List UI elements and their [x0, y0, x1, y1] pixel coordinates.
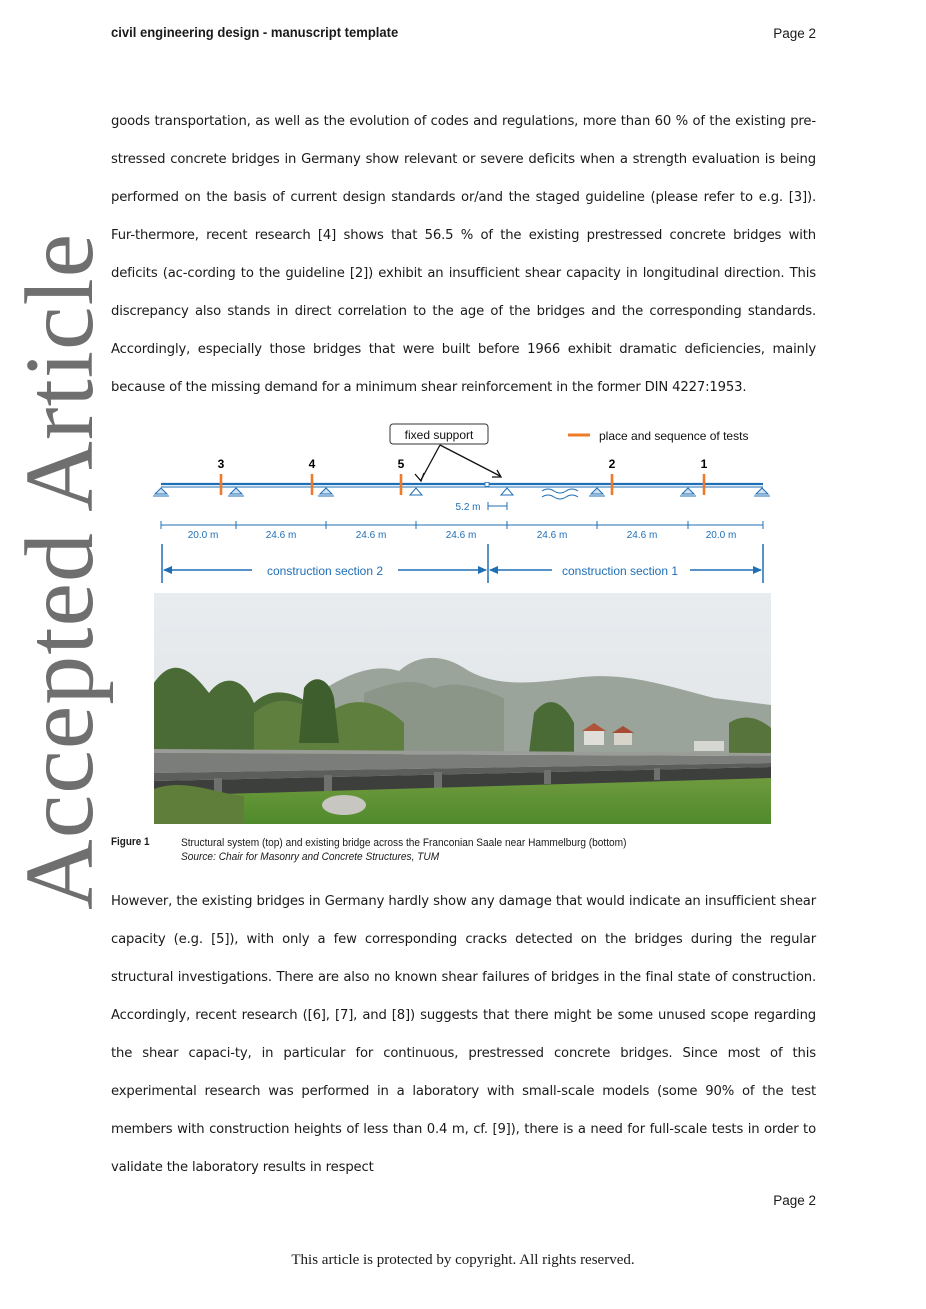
test-number-4: 4	[308, 457, 316, 471]
running-head: civil engineering design - manuscript template	[111, 24, 399, 40]
accepted-article-watermark: Accepted Article	[6, 232, 114, 910]
fixed-support-arrow-right	[440, 445, 500, 476]
fixed-support-marker	[410, 488, 422, 495]
span-label-6: 24.6 m	[626, 530, 658, 541]
bridge-photo	[154, 593, 771, 824]
fixed-support-label: fixed support	[404, 428, 474, 442]
support-7	[756, 488, 768, 494]
test-number-2: 2	[608, 457, 616, 471]
body-paragraph-1: goods transportation, as well as the evolution of codes and regulations, more than 60 % of the existing pre-stressed concrete bridges in Germany show relevant or severe deficits when a strength evaluation is being performed on the basis of current design standards or/and the staged guideline (please refer to e.g. [3]). Fur-thermore, recent research [4] shows that 56.5 % of the existing prestressed concrete bridges with deficits (ac-cording to the guideline [2]) exhibit an insufficient shear capacity in longitudinal direction. This discrepancy also stands in direct correlation to the age of the bridges and the corresponding standards. Accordingly, especially those bridges that were built before 1966 exhibit dramatic deficiencies, mainly because of the missing demand for a minimum shear reinforcement in the former DIN 4227:1953.	[111, 114, 816, 395]
support-1	[155, 488, 167, 494]
offset-label: 5.2 m	[455, 502, 481, 513]
span-label-2: 24.6 m	[265, 530, 297, 541]
section-1-label: construction section 1	[561, 564, 679, 578]
support-2	[230, 488, 242, 494]
copyright-footer: This article is protected by copyright. All rights reserved.	[291, 1252, 635, 1268]
hinge-joint	[485, 483, 489, 487]
body-paragraph-2: However, the existing bridges in Germany hardly show any damage that would indicate an insufficient shear capacity (e.g. [5]), with only a few corresponding cracks detected on the bridges during the regular structural investigations. There are also no known shear failures of bridges in the final state of construction. Accordingly, recent research ([6], [7], and [8]) suggests that there might be some unused scope regarding the shear capaci-ty, in particular for continuous, prestressed concrete bridges. Since most of this experimental research was performed in a laboratory with small-scale models (some 90% of the test members with construction heights of less than 0.4 m, cf. [9]), there is a need for full-scale tests in order to validate the laboratory results in respect	[111, 894, 816, 1175]
test-number-1: 1	[700, 457, 708, 471]
figure-label: Figure 1	[111, 836, 150, 848]
figure-caption-text: Structural system (top) and existing bridge across the Franconian Saale near Hammelburg (bottom)	[181, 837, 627, 849]
support-5	[591, 488, 603, 494]
support-3	[320, 488, 332, 494]
river-symbol	[542, 489, 578, 499]
span-label-7: 20.0 m	[705, 530, 737, 541]
test-number-3: 3	[217, 457, 225, 471]
span-label-5: 24.6 m	[536, 530, 568, 541]
page-number-bottom: Page 2	[773, 1193, 816, 1208]
figure-caption	[181, 836, 626, 864]
support-6	[682, 488, 694, 494]
span-label-1: 20.0 m	[187, 530, 219, 541]
support-4	[501, 488, 513, 495]
legend-label: place and sequence of tests	[599, 429, 749, 443]
span-label-4: 24.6 m	[445, 530, 477, 541]
section-2-label: construction section 2	[266, 564, 384, 578]
span-label-3: 24.6 m	[355, 530, 387, 541]
page-number-top: Page 2	[773, 26, 816, 41]
test-number-5: 5	[397, 457, 405, 471]
structural-system-diagram	[150, 418, 780, 590]
figure-source: Source: Chair for Masonry and Concrete Structures, TUM	[181, 851, 440, 863]
